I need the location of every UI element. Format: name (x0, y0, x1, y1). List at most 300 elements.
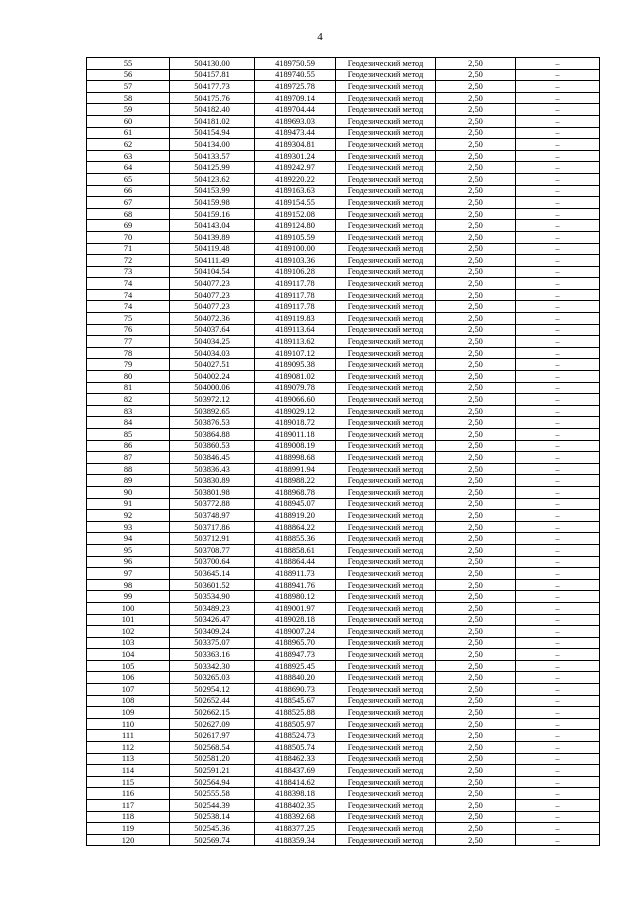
y-coordinate-cell: 4189709.14 (255, 92, 336, 104)
method-cell: Геодезический метод (336, 208, 436, 220)
accuracy-cell: 2,50 (436, 429, 516, 441)
description-cell: – (516, 568, 600, 580)
point-number-cell: 92 (87, 510, 170, 522)
x-coordinate-cell: 502954.12 (170, 684, 255, 696)
x-coordinate-cell: 503892.65 (170, 405, 255, 417)
accuracy-cell: 2,50 (436, 486, 516, 498)
x-coordinate-cell: 503645.14 (170, 568, 255, 580)
description-cell: – (516, 301, 600, 313)
accuracy-cell: 2,50 (436, 173, 516, 185)
method-cell: Геодезический метод (336, 510, 436, 522)
accuracy-cell: 2,50 (436, 695, 516, 707)
x-coordinate-cell: 503860.53 (170, 440, 255, 452)
x-coordinate-cell: 502662.15 (170, 707, 255, 719)
point-number-cell: 72 (87, 255, 170, 267)
point-number-cell: 113 (87, 753, 170, 765)
y-coordinate-cell: 4189105.59 (255, 231, 336, 243)
y-coordinate-cell: 4189304.81 (255, 139, 336, 151)
table-row (87, 568, 600, 580)
table-row (87, 243, 600, 255)
y-coordinate-cell: 4189028.18 (255, 614, 336, 626)
y-coordinate-cell: 4188392.68 (255, 811, 336, 823)
method-cell: Геодезический метод (336, 127, 436, 139)
method-cell: Геодезический метод (336, 765, 436, 777)
accuracy-cell: 2,50 (436, 544, 516, 556)
description-cell: – (516, 266, 600, 278)
method-cell: Геодезический метод (336, 823, 436, 835)
description-cell: – (516, 58, 600, 70)
table-row (87, 405, 600, 417)
point-number-cell: 56 (87, 69, 170, 81)
x-coordinate-cell: 503375.07 (170, 637, 255, 649)
accuracy-cell: 2,50 (436, 197, 516, 209)
method-cell: Геодезический метод (336, 626, 436, 638)
table-row (87, 614, 600, 626)
method-cell: Геодезический метод (336, 637, 436, 649)
x-coordinate-cell: 504175.76 (170, 92, 255, 104)
x-coordinate-cell: 502555.58 (170, 788, 255, 800)
x-coordinate-cell: 504153.99 (170, 185, 255, 197)
accuracy-cell: 2,50 (436, 475, 516, 487)
y-coordinate-cell: 4188437.69 (255, 765, 336, 777)
accuracy-cell: 2,50 (436, 150, 516, 162)
method-cell: Геодезический метод (336, 255, 436, 267)
point-number-cell: 108 (87, 695, 170, 707)
point-number-cell: 68 (87, 208, 170, 220)
point-number-cell: 74 (87, 278, 170, 290)
accuracy-cell: 2,50 (436, 58, 516, 70)
y-coordinate-cell: 4189242.97 (255, 162, 336, 174)
description-cell: – (516, 115, 600, 127)
y-coordinate-cell: 4188359.34 (255, 834, 336, 846)
x-coordinate-cell: 503426.47 (170, 614, 255, 626)
table-row (87, 150, 600, 162)
y-coordinate-cell: 4188965.70 (255, 637, 336, 649)
y-coordinate-cell: 4188414.62 (255, 776, 336, 788)
method-cell: Геодезический метод (336, 475, 436, 487)
method-cell: Геодезический метод (336, 614, 436, 626)
description-cell: – (516, 544, 600, 556)
table-row (87, 602, 600, 614)
description-cell: – (516, 359, 600, 371)
x-coordinate-cell: 502627.09 (170, 718, 255, 730)
description-cell: – (516, 463, 600, 475)
table-row (87, 591, 600, 603)
table-row (87, 69, 600, 81)
point-number-cell: 58 (87, 92, 170, 104)
table-row (87, 788, 600, 800)
x-coordinate-cell: 502564.94 (170, 776, 255, 788)
x-coordinate-cell: 502652.44 (170, 695, 255, 707)
method-cell: Геодезический метод (336, 278, 436, 290)
point-number-cell: 65 (87, 173, 170, 185)
method-cell: Геодезический метод (336, 742, 436, 754)
x-coordinate-cell: 502581.20 (170, 753, 255, 765)
point-number-cell: 112 (87, 742, 170, 754)
accuracy-cell: 2,50 (436, 371, 516, 383)
y-coordinate-cell: 4189725.78 (255, 81, 336, 93)
point-number-cell: 86 (87, 440, 170, 452)
x-coordinate-cell: 503342.30 (170, 660, 255, 672)
description-cell: – (516, 139, 600, 151)
description-cell: – (516, 220, 600, 232)
point-number-cell: 66 (87, 185, 170, 197)
method-cell: Геодезический метод (336, 440, 436, 452)
point-number-cell: 74 (87, 289, 170, 301)
table-row (87, 429, 600, 441)
method-cell: Геодезический метод (336, 347, 436, 359)
x-coordinate-cell: 504104.54 (170, 266, 255, 278)
accuracy-cell: 2,50 (436, 614, 516, 626)
x-coordinate-cell: 503363.16 (170, 649, 255, 661)
description-cell: – (516, 255, 600, 267)
point-number-cell: 99 (87, 591, 170, 603)
description-cell: – (516, 753, 600, 765)
description-cell: – (516, 776, 600, 788)
y-coordinate-cell: 4189008.19 (255, 440, 336, 452)
table-row (87, 208, 600, 220)
y-coordinate-cell: 4189693.03 (255, 115, 336, 127)
table-row (87, 544, 600, 556)
description-cell: – (516, 371, 600, 383)
table-row (87, 452, 600, 464)
method-cell: Геодезический метод (336, 220, 436, 232)
y-coordinate-cell: 4188377.25 (255, 823, 336, 835)
y-coordinate-cell: 4189154.55 (255, 197, 336, 209)
method-cell: Геодезический метод (336, 707, 436, 719)
point-number-cell: 75 (87, 313, 170, 325)
description-cell: – (516, 278, 600, 290)
description-cell: – (516, 185, 600, 197)
y-coordinate-cell: 4189079.78 (255, 382, 336, 394)
table-row (87, 521, 600, 533)
method-cell: Геодезический метод (336, 394, 436, 406)
accuracy-cell: 2,50 (436, 521, 516, 533)
table-row (87, 231, 600, 243)
y-coordinate-cell: 4188919.20 (255, 510, 336, 522)
table-row (87, 255, 600, 267)
accuracy-cell: 2,50 (436, 255, 516, 267)
description-cell: – (516, 429, 600, 441)
x-coordinate-cell: 504130.00 (170, 58, 255, 70)
description-cell: – (516, 313, 600, 325)
accuracy-cell: 2,50 (436, 139, 516, 151)
description-cell: – (516, 672, 600, 684)
table-row (87, 382, 600, 394)
method-cell: Геодезический метод (336, 81, 436, 93)
method-cell: Геодезический метод (336, 800, 436, 812)
y-coordinate-cell: 4189103.36 (255, 255, 336, 267)
accuracy-cell: 2,50 (436, 823, 516, 835)
method-cell: Геодезический метод (336, 58, 436, 70)
y-coordinate-cell: 4188858.61 (255, 544, 336, 556)
table-row (87, 660, 600, 672)
x-coordinate-cell: 503748.97 (170, 510, 255, 522)
method-cell: Геодезический метод (336, 139, 436, 151)
y-coordinate-cell: 4189113.64 (255, 324, 336, 336)
accuracy-cell: 2,50 (436, 266, 516, 278)
description-cell: – (516, 556, 600, 568)
method-cell: Геодезический метод (336, 185, 436, 197)
accuracy-cell: 2,50 (436, 92, 516, 104)
description-cell: – (516, 382, 600, 394)
y-coordinate-cell: 4188525.88 (255, 707, 336, 719)
accuracy-cell: 2,50 (436, 452, 516, 464)
table-body (87, 58, 600, 846)
description-cell: – (516, 208, 600, 220)
accuracy-cell: 2,50 (436, 707, 516, 719)
method-cell: Геодезический метод (336, 660, 436, 672)
x-coordinate-cell: 503836.43 (170, 463, 255, 475)
method-cell: Геодезический метод (336, 486, 436, 498)
method-cell: Геодезический метод (336, 672, 436, 684)
accuracy-cell: 2,50 (436, 347, 516, 359)
point-number-cell: 60 (87, 115, 170, 127)
y-coordinate-cell: 4188947.73 (255, 649, 336, 661)
y-coordinate-cell: 4189750.59 (255, 58, 336, 70)
description-cell: – (516, 823, 600, 835)
point-number-cell: 73 (87, 266, 170, 278)
x-coordinate-cell: 504143.04 (170, 220, 255, 232)
table-row (87, 463, 600, 475)
point-number-cell: 120 (87, 834, 170, 846)
x-coordinate-cell: 504181.02 (170, 115, 255, 127)
x-coordinate-cell: 503876.53 (170, 417, 255, 429)
accuracy-cell: 2,50 (436, 394, 516, 406)
description-cell: – (516, 243, 600, 255)
point-number-cell: 111 (87, 730, 170, 742)
accuracy-cell: 2,50 (436, 359, 516, 371)
table-row (87, 486, 600, 498)
accuracy-cell: 2,50 (436, 405, 516, 417)
y-coordinate-cell: 4188988.22 (255, 475, 336, 487)
table-row (87, 58, 600, 70)
table-row (87, 718, 600, 730)
method-cell: Геодезический метод (336, 568, 436, 580)
x-coordinate-cell: 502538.14 (170, 811, 255, 823)
method-cell: Геодезический метод (336, 92, 436, 104)
method-cell: Геодезический метод (336, 753, 436, 765)
table-row (87, 510, 600, 522)
x-coordinate-cell: 503717.86 (170, 521, 255, 533)
x-coordinate-cell: 503846.45 (170, 452, 255, 464)
description-cell: – (516, 695, 600, 707)
table-row (87, 313, 600, 325)
x-coordinate-cell: 504034.03 (170, 347, 255, 359)
accuracy-cell: 2,50 (436, 834, 516, 846)
description-cell: – (516, 707, 600, 719)
point-number-cell: 79 (87, 359, 170, 371)
x-coordinate-cell: 503534.90 (170, 591, 255, 603)
point-number-cell: 91 (87, 498, 170, 510)
table-row (87, 823, 600, 835)
point-number-cell: 103 (87, 637, 170, 649)
description-cell: – (516, 475, 600, 487)
accuracy-cell: 2,50 (436, 765, 516, 777)
accuracy-cell: 2,50 (436, 684, 516, 696)
x-coordinate-cell: 502617.97 (170, 730, 255, 742)
description-cell: – (516, 521, 600, 533)
description-cell: – (516, 324, 600, 336)
y-coordinate-cell: 4189113.62 (255, 336, 336, 348)
y-coordinate-cell: 4189117.78 (255, 289, 336, 301)
description-cell: – (516, 69, 600, 81)
description-cell: – (516, 92, 600, 104)
table-row (87, 742, 600, 754)
accuracy-cell: 2,50 (436, 463, 516, 475)
point-number-cell: 95 (87, 544, 170, 556)
accuracy-cell: 2,50 (436, 498, 516, 510)
accuracy-cell: 2,50 (436, 568, 516, 580)
y-coordinate-cell: 4189081.02 (255, 371, 336, 383)
table-row (87, 498, 600, 510)
x-coordinate-cell: 503712.91 (170, 533, 255, 545)
y-coordinate-cell: 4188690.73 (255, 684, 336, 696)
point-number-cell: 110 (87, 718, 170, 730)
x-coordinate-cell: 504134.00 (170, 139, 255, 151)
description-cell: – (516, 637, 600, 649)
point-number-cell: 85 (87, 429, 170, 441)
point-number-cell: 119 (87, 823, 170, 835)
table-row (87, 556, 600, 568)
method-cell: Геодезический метод (336, 104, 436, 116)
table-row (87, 185, 600, 197)
table-row (87, 834, 600, 846)
method-cell: Геодезический метод (336, 313, 436, 325)
x-coordinate-cell: 504077.23 (170, 301, 255, 313)
method-cell: Геодезический метод (336, 266, 436, 278)
description-cell: – (516, 347, 600, 359)
accuracy-cell: 2,50 (436, 231, 516, 243)
y-coordinate-cell: 4189740.55 (255, 69, 336, 81)
accuracy-cell: 2,50 (436, 336, 516, 348)
x-coordinate-cell: 504034.25 (170, 336, 255, 348)
description-cell: – (516, 788, 600, 800)
method-cell: Геодезический метод (336, 289, 436, 301)
accuracy-cell: 2,50 (436, 115, 516, 127)
accuracy-cell: 2,50 (436, 776, 516, 788)
method-cell: Геодезический метод (336, 544, 436, 556)
description-cell: – (516, 591, 600, 603)
accuracy-cell: 2,50 (436, 243, 516, 255)
x-coordinate-cell: 503772.88 (170, 498, 255, 510)
table-row (87, 139, 600, 151)
y-coordinate-cell: 4189018.72 (255, 417, 336, 429)
x-coordinate-cell: 504177.73 (170, 81, 255, 93)
y-coordinate-cell: 4188968.78 (255, 486, 336, 498)
y-coordinate-cell: 4188855.36 (255, 533, 336, 545)
x-coordinate-cell: 503864.88 (170, 429, 255, 441)
point-number-cell: 98 (87, 579, 170, 591)
method-cell: Геодезический метод (336, 649, 436, 661)
y-coordinate-cell: 4189117.78 (255, 278, 336, 290)
point-number-cell: 96 (87, 556, 170, 568)
method-cell: Геодезический метод (336, 498, 436, 510)
method-cell: Геодезический метод (336, 429, 436, 441)
x-coordinate-cell: 503489.23 (170, 602, 255, 614)
point-number-cell: 84 (87, 417, 170, 429)
description-cell: – (516, 81, 600, 93)
point-number-cell: 115 (87, 776, 170, 788)
x-coordinate-cell: 504037.64 (170, 324, 255, 336)
table-row (87, 811, 600, 823)
point-number-cell: 97 (87, 568, 170, 580)
description-cell: – (516, 231, 600, 243)
accuracy-cell: 2,50 (436, 742, 516, 754)
method-cell: Геодезический метод (336, 730, 436, 742)
x-coordinate-cell: 503409.24 (170, 626, 255, 638)
point-number-cell: 62 (87, 139, 170, 151)
table-row (87, 417, 600, 429)
y-coordinate-cell: 4188941.76 (255, 579, 336, 591)
method-cell: Геодезический метод (336, 602, 436, 614)
x-coordinate-cell: 504125.99 (170, 162, 255, 174)
accuracy-cell: 2,50 (436, 660, 516, 672)
accuracy-cell: 2,50 (436, 440, 516, 452)
x-coordinate-cell: 504119.48 (170, 243, 255, 255)
point-number-cell: 76 (87, 324, 170, 336)
x-coordinate-cell: 504157.81 (170, 69, 255, 81)
accuracy-cell: 2,50 (436, 220, 516, 232)
point-number-cell: 94 (87, 533, 170, 545)
description-cell: – (516, 730, 600, 742)
method-cell: Геодезический метод (336, 776, 436, 788)
x-coordinate-cell: 504159.98 (170, 197, 255, 209)
method-cell: Геодезический метод (336, 162, 436, 174)
method-cell: Геодезический метод (336, 556, 436, 568)
point-number-cell: 102 (87, 626, 170, 638)
method-cell: Геодезический метод (336, 811, 436, 823)
description-cell: – (516, 127, 600, 139)
point-number-cell: 80 (87, 371, 170, 383)
x-coordinate-cell: 504077.23 (170, 278, 255, 290)
table-row (87, 533, 600, 545)
point-number-cell: 83 (87, 405, 170, 417)
point-number-cell: 100 (87, 602, 170, 614)
accuracy-cell: 2,50 (436, 278, 516, 290)
y-coordinate-cell: 4189473.44 (255, 127, 336, 139)
description-cell: – (516, 394, 600, 406)
x-coordinate-cell: 504027.51 (170, 359, 255, 371)
description-cell: – (516, 150, 600, 162)
accuracy-cell: 2,50 (436, 127, 516, 139)
description-cell: – (516, 104, 600, 116)
point-number-cell: 101 (87, 614, 170, 626)
y-coordinate-cell: 4189119.83 (255, 313, 336, 325)
point-number-cell: 105 (87, 660, 170, 672)
method-cell: Геодезический метод (336, 150, 436, 162)
x-coordinate-cell: 503265.03 (170, 672, 255, 684)
table-row (87, 394, 600, 406)
table-row (87, 197, 600, 209)
description-cell: – (516, 800, 600, 812)
point-number-cell: 118 (87, 811, 170, 823)
point-number-cell: 69 (87, 220, 170, 232)
accuracy-cell: 2,50 (436, 69, 516, 81)
point-number-cell: 117 (87, 800, 170, 812)
description-cell: – (516, 486, 600, 498)
table-row (87, 162, 600, 174)
point-number-cell: 64 (87, 162, 170, 174)
y-coordinate-cell: 4189001.97 (255, 602, 336, 614)
x-coordinate-cell: 504000.06 (170, 382, 255, 394)
accuracy-cell: 2,50 (436, 417, 516, 429)
accuracy-cell: 2,50 (436, 672, 516, 684)
point-number-cell: 90 (87, 486, 170, 498)
accuracy-cell: 2,50 (436, 533, 516, 545)
accuracy-cell: 2,50 (436, 811, 516, 823)
accuracy-cell: 2,50 (436, 185, 516, 197)
